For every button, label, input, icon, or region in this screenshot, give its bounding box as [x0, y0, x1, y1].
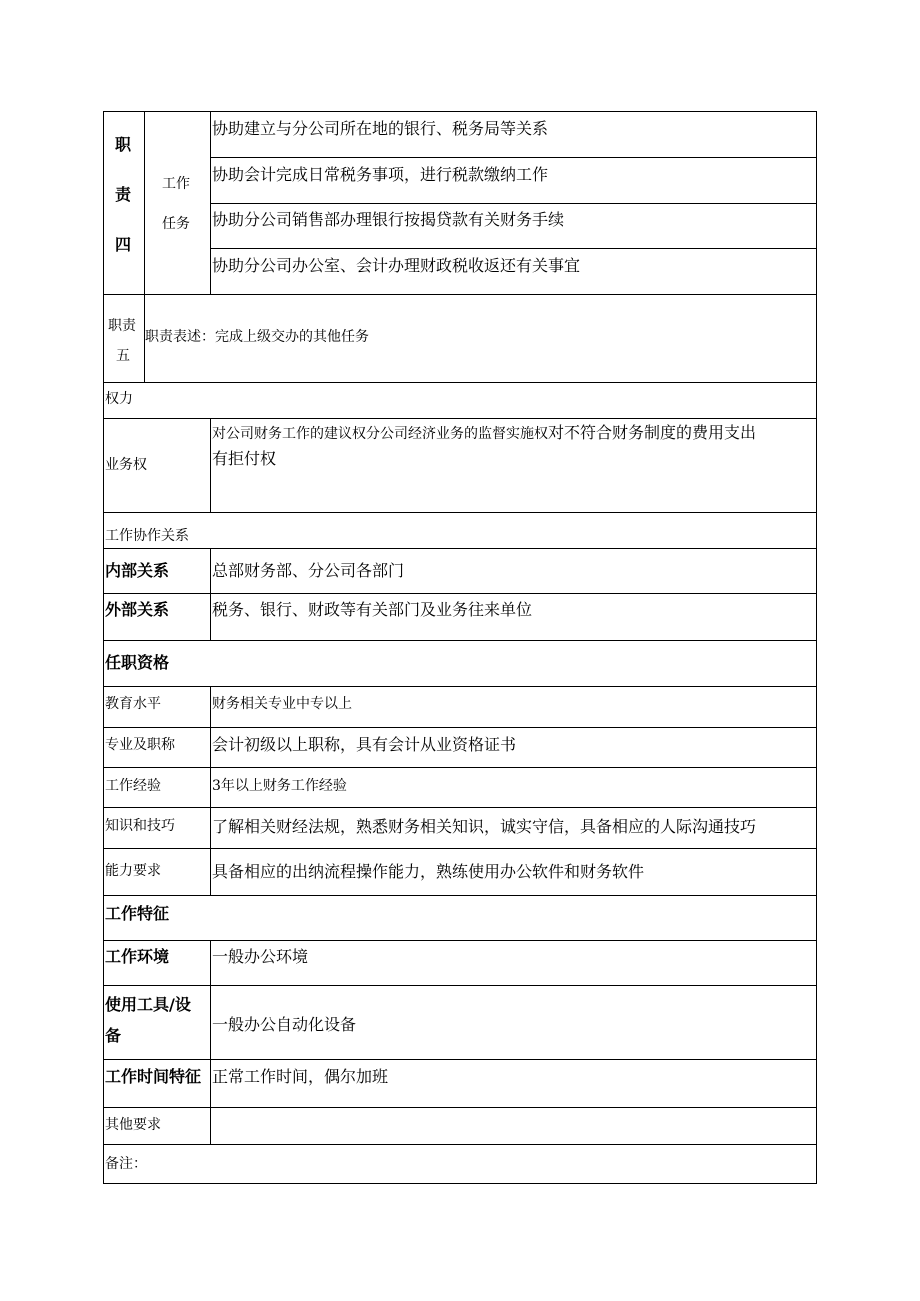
ability-label: 能力要求 [105, 863, 161, 879]
divider [210, 248, 817, 249]
duty5-label: 五 [116, 348, 130, 364]
divider [103, 807, 817, 808]
tools-label-cont: 备 [105, 1026, 122, 1045]
divider [210, 203, 817, 204]
duty4-label-char: 责 [115, 185, 132, 204]
qualifications-heading: 任职资格 [105, 653, 170, 672]
authority-heading: 权力 [105, 391, 133, 407]
environment-value: 一般办公环境 [212, 947, 309, 966]
divider [103, 382, 817, 383]
divider [103, 848, 817, 849]
duty4-sublabel: 任务 [162, 216, 190, 232]
divider [103, 1144, 817, 1145]
divider [103, 294, 817, 295]
other-requirements-label: 其他要求 [105, 1117, 161, 1133]
divider [103, 512, 817, 513]
duty5-description: 职责表述：完成上级交办的其他任务 [145, 329, 369, 345]
divider [103, 593, 817, 594]
divider [103, 1107, 817, 1108]
divider [103, 640, 817, 641]
divider [210, 940, 211, 1144]
experience-value: 3年以上财务工作经验 [212, 778, 347, 794]
divider [210, 686, 211, 895]
divider [210, 418, 211, 512]
business-authority-label: 业务权 [105, 457, 147, 473]
business-authority-line2: 有拒付权 [212, 449, 277, 468]
duty4-task: 协助建立与分公司所在地的银行、税务局等关系 [212, 119, 549, 138]
divider [103, 767, 817, 768]
duty4-task: 协助会计完成日常税务事项，进行税款缴纳工作 [212, 165, 549, 184]
duty4-task: 协助分公司办公室、会计办理财政税收返还有关事宜 [212, 256, 581, 275]
experience-label: 工作经验 [105, 778, 161, 794]
education-value: 财务相关专业中专以上 [212, 696, 352, 712]
divider [210, 157, 817, 158]
tools-label: 使用工具/设 [105, 995, 191, 1014]
internal-relations-value: 总部财务部、分公司各部门 [212, 561, 405, 580]
business-authority-text-a: 对公司财务工作的建议权分公司经济业务的监督实施权 [212, 426, 548, 442]
job-description-table [103, 111, 817, 1184]
divider [103, 895, 817, 896]
internal-relations-label: 内部关系 [105, 561, 170, 580]
ability-value: 具备相应的出纳流程操作能力，熟练使用办公软件和财务软件 [212, 862, 645, 881]
remarks-label: 备注： [105, 1156, 147, 1172]
divider [103, 727, 817, 728]
business-authority-text-b: 对不符合财务制度的费用支出 [548, 423, 757, 442]
knowledge-label: 知识和技巧 [105, 818, 175, 834]
knowledge-value: 了解相关财经法规，熟悉财务相关知识，诚实守信，具备相应的人际沟通技巧 [212, 817, 757, 836]
education-label: 教育水平 [105, 696, 161, 712]
duty4-label-char: 职 [115, 135, 132, 154]
title-value: 会计初级以上职称，具有会计从业资格证书 [212, 735, 517, 754]
time-label: 工作时间特征 [105, 1067, 202, 1086]
environment-label: 工作环境 [105, 947, 170, 966]
divider [210, 548, 211, 640]
business-authority-line1 [212, 425, 756, 441]
duty5-label: 职责 [108, 318, 136, 334]
tools-value: 一般办公自动化设备 [212, 1015, 357, 1034]
duty4-task: 协助分公司销售部办理银行按揭贷款有关财务手续 [212, 210, 565, 229]
divider [103, 985, 817, 986]
relations-heading: 工作协作关系 [105, 528, 189, 544]
duty4-sublabel: 工作 [162, 176, 190, 192]
time-value: 正常工作时间，偶尔加班 [212, 1067, 389, 1086]
title-label: 专业及职称 [105, 737, 175, 753]
external-relations-value: 税务、银行、财政等有关部门及业务往来单位 [212, 600, 533, 619]
divider [103, 1059, 817, 1060]
external-relations-label: 外部关系 [105, 600, 170, 619]
duty4-label-char: 四 [115, 235, 132, 254]
features-heading: 工作特征 [105, 904, 170, 923]
